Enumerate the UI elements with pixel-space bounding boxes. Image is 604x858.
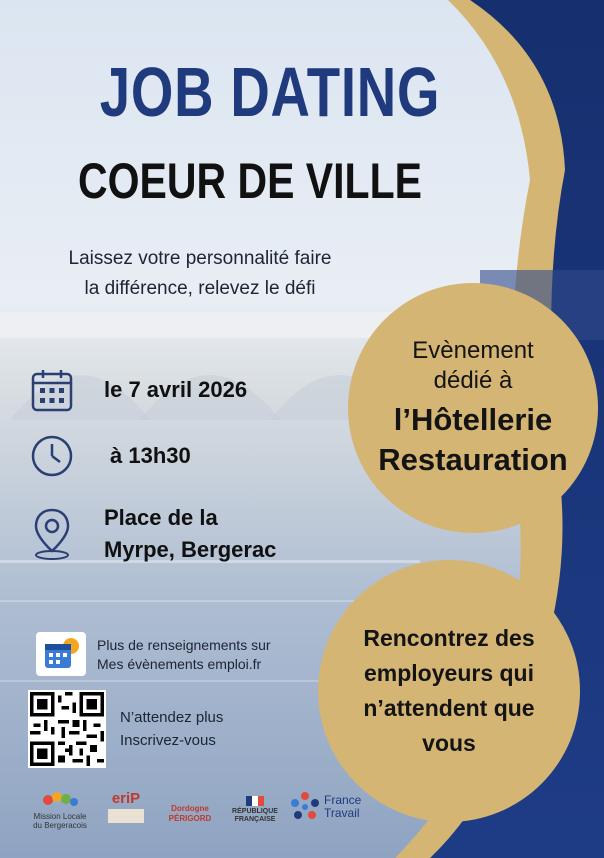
place-line2: Myrpe, Bergerac <box>104 537 277 562</box>
event-place <box>104 502 276 566</box>
dedicated-event-circle <box>348 283 598 533</box>
tagline <box>20 244 380 304</box>
main-title: JOB DATING <box>99 53 441 131</box>
more-info-text <box>97 636 271 674</box>
circle-line4: Restauration <box>378 442 568 477</box>
dordogne-logo <box>160 790 220 824</box>
dordogne-text: Dordogne PÉRIGORD <box>168 804 212 823</box>
more-info-line2[interactable]: Mes évènements emploi.fr <box>97 656 262 672</box>
erip-text: eriP <box>111 790 141 807</box>
map-pin-icon <box>30 507 74 561</box>
republique-text: RÉPUBLIQUE FRANÇAISE <box>232 808 278 823</box>
france-travail-text2: Travail <box>324 806 360 820</box>
circle-line1: Evènement <box>412 337 534 364</box>
tagline-line1: Laissez votre personnalité faire <box>68 248 332 269</box>
mission-locale-text: Mission Locale du Bergeracois <box>33 812 87 830</box>
erip-logo <box>106 790 146 823</box>
partner-logos <box>30 790 380 845</box>
event-time: à 13h30 <box>110 443 191 468</box>
tagline-line2: la différence, relevez le défi <box>84 278 316 299</box>
circle-line2: dédié à <box>433 367 513 394</box>
time-row <box>30 434 191 478</box>
meet-employers-circle <box>318 560 580 822</box>
france-travail-logo <box>288 790 378 824</box>
clock-icon <box>30 434 74 478</box>
meet-employers-text: Rencontrez des employeurs qui n’attendent que vous <box>363 625 535 756</box>
place-row <box>30 502 276 566</box>
mission-locale-logo <box>30 790 90 830</box>
circle-line3: l’Hôtellerie <box>393 402 553 437</box>
sub-title: COEUR DE VILLE <box>78 153 422 209</box>
register-line1: N’attendez plus <box>120 709 224 726</box>
events-app-icon <box>36 632 86 676</box>
qr-code[interactable] <box>28 690 106 768</box>
france-travail-text1: France <box>324 793 362 807</box>
register-text <box>120 706 223 752</box>
france-travail-icon <box>288 790 322 824</box>
date-row <box>30 368 247 412</box>
register-line2: Inscrivez-vous <box>120 732 216 749</box>
place-line1: Place de la <box>104 505 218 530</box>
more-info-line1: Plus de renseignements sur <box>97 637 271 653</box>
event-date: le 7 avril 2026 <box>104 377 248 402</box>
republique-francaise-logo <box>226 790 284 824</box>
calendar-icon <box>30 368 74 412</box>
